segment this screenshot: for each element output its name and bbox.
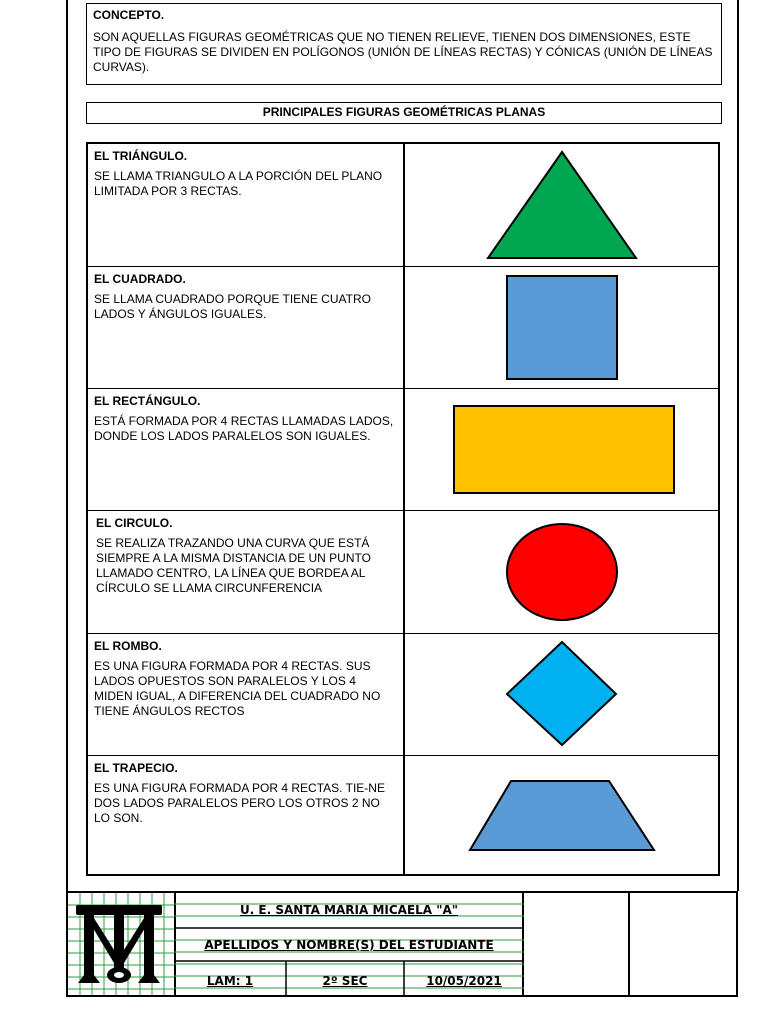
left-margin-line bbox=[66, 0, 68, 891]
school-logo bbox=[68, 893, 176, 995]
figure-title: EL CUADRADO. bbox=[94, 272, 186, 286]
circle-ellipse bbox=[507, 524, 617, 620]
figure-text-cell bbox=[88, 511, 405, 633]
figure-description: SE LLAMA TRIANGULO A LA PORCIÓN DEL PLANO LIMITADA POR 3 RECTAS. bbox=[94, 169, 383, 198]
figure-row-rhombus bbox=[88, 634, 718, 756]
date-field: 10/05/2021 bbox=[426, 974, 502, 988]
figure-shape-cell bbox=[405, 389, 718, 510]
grade-level: 2º SEC bbox=[322, 974, 368, 988]
triangle-shape bbox=[405, 144, 718, 267]
figure-text-cell bbox=[88, 756, 405, 874]
square-shape bbox=[405, 267, 718, 389]
concept-text: SON AQUELLAS FIGURAS GEOMÉTRICAS QUE NO TIENEN RELIEVE, TIENEN DOS DIMENSIONES, ESTE TIPO DE FIGURAS SE DIVIDEN EN POLÍGONOS (UNIÓN DE LÍNEAS RECTAS) Y CÓNICAS (UNIÓN DE LÍNEAS CURVAS). bbox=[93, 30, 713, 74]
rectangle-shape bbox=[405, 389, 718, 511]
figure-row-circle bbox=[88, 511, 718, 634]
school-name: U. E. SANTA MARIA MICAELA "A" bbox=[239, 903, 459, 917]
figure-title: EL RECTÁNGULO. bbox=[94, 394, 201, 408]
title-block-blank-cell bbox=[524, 893, 630, 995]
title-block bbox=[66, 891, 738, 997]
figure-title: EL CIRCULO. bbox=[96, 516, 173, 530]
concept-title: CONCEPTO. bbox=[93, 8, 165, 22]
concept-box bbox=[86, 3, 722, 85]
figure-title: EL ROMBO. bbox=[94, 639, 162, 653]
figure-description: ES UNA FIGURA FORMADA POR 4 RECTAS. SUS LADOS OPUESTOS SON PARALELOS Y LOS 4 MIDEN IGUAL, A DIFERENCIA DEL CUADRADO NO TIENE ÁNGULOS RECTOS bbox=[94, 659, 381, 718]
rhombus-shape bbox=[405, 634, 718, 756]
figure-title: EL TRIÁNGULO. bbox=[94, 149, 188, 163]
figure-text-cell bbox=[88, 267, 405, 388]
triangle-polygon bbox=[488, 152, 636, 258]
sheet-number: LAM: 1 bbox=[206, 974, 254, 988]
title-grid bbox=[174, 893, 524, 995]
rhombus-polygon bbox=[507, 642, 616, 745]
student-name-label: APELLIDOS Y NOMBRE(S) DEL ESTUDIANTE bbox=[204, 938, 494, 952]
trapezoid-shape bbox=[405, 756, 718, 874]
figure-shape-cell bbox=[405, 267, 718, 388]
figure-description: SE LLAMA CUADRADO PORQUE TIENE CUATRO LADOS Y ÁNGULOS IGUALES. bbox=[94, 292, 371, 321]
figure-description: SE REALIZA TRAZANDO UNA CURVA QUE ESTÁ SIEMPRE A LA MISMA DISTANCIA DE UN PUNTO LLAMADO CENTRO, LA LÍNEA QUE BORDEA AL CÍRCULO SE LLAMA CIRCUNFERENCIA bbox=[96, 536, 371, 595]
figure-description: ESTÁ FORMADA POR 4 RECTAS LLAMADAS LADOS, DONDE LOS LADOS PARALELOS SON IGUALES. bbox=[94, 414, 394, 443]
figure-text-cell bbox=[88, 389, 405, 510]
trapezoid-polygon bbox=[470, 781, 654, 850]
figure-shape-cell bbox=[405, 144, 718, 266]
figure-row-trapezoid bbox=[88, 756, 718, 874]
title-block-blank-cell bbox=[630, 893, 736, 995]
section-heading: PRINCIPALES FIGURAS GEOMÉTRICAS PLANAS bbox=[86, 102, 722, 124]
figure-shape-cell bbox=[405, 634, 718, 755]
figure-row-square bbox=[88, 267, 718, 389]
figures-table bbox=[86, 142, 720, 876]
figure-shape-cell bbox=[405, 511, 718, 633]
figure-text-cell bbox=[88, 634, 405, 755]
right-margin-line bbox=[737, 0, 739, 891]
figure-row-triangle bbox=[88, 144, 718, 267]
figure-shape-cell bbox=[405, 756, 718, 874]
figure-title: EL TRAPECIO. bbox=[94, 761, 178, 775]
square-rect bbox=[507, 276, 617, 379]
circle-shape bbox=[405, 511, 718, 634]
figure-row-rectangle bbox=[88, 389, 718, 511]
figure-description: ES UNA FIGURA FORMADA POR 4 RECTAS. TIE-NE DOS LADOS PARALELOS PERO LOS OTROS 2 NO LO SON. bbox=[94, 781, 385, 825]
logo-graphic bbox=[68, 893, 174, 995]
figure-text-cell bbox=[88, 144, 405, 266]
rectangle-rect bbox=[454, 406, 674, 493]
